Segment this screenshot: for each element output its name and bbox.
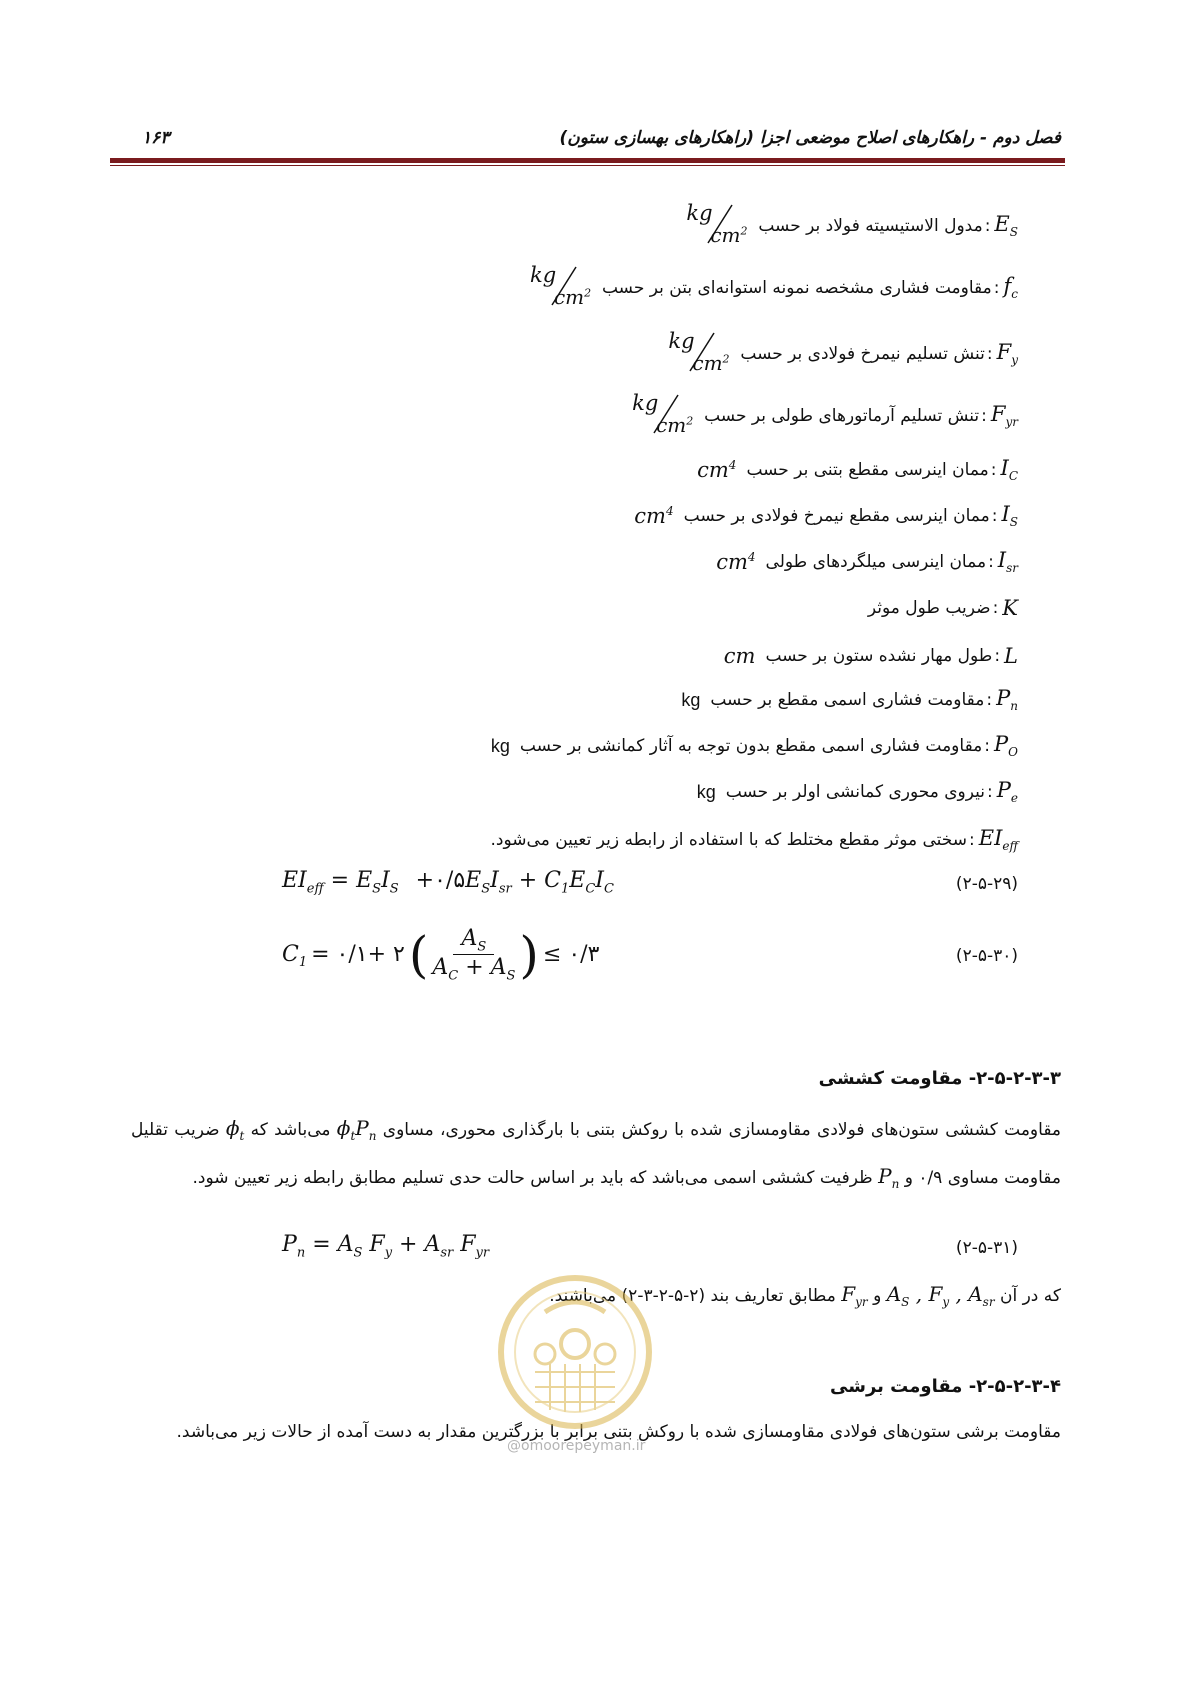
definition-colon: :: [988, 552, 994, 572]
shear-paragraph: مقاومت برشی ستون‌های فولادی مقاومسازی شده با روکش بتنی برابر با بزرگترین مقدار به دست آمده از حالات زیر می‌باشد.: [176, 1422, 1061, 1442]
equation-30-number: (۲-۵-۳۰): [955, 946, 1018, 966]
definition-colon: :: [994, 646, 1001, 666]
definition-colon: :: [986, 344, 993, 364]
paren-right: ): [519, 925, 539, 984]
equation-29: $EI_{eff} = E_SI_S$ $+۰/۵E_SI_{sr} + C_1E_CI_C$: [282, 868, 614, 897]
definition-symbol: L: [1004, 644, 1018, 668]
definition-text: ضریب طول موثر: [867, 598, 991, 618]
definition-text: ممان اینرسی میلگردهای طولی: [765, 552, 987, 572]
definition-text: مقاومت فشاری اسمی مقطع بر حسب: [710, 690, 985, 710]
definition-colon: :: [993, 278, 1000, 298]
definition-text: مقاومت فشاری اسمی مقطع بدون توجه به آثار کمانشی بر حسب: [519, 736, 983, 756]
definition-row: [716, 542, 1018, 582]
definition-text: تنش تسلیم آرماتورهای طولی بر حسب: [704, 406, 980, 426]
definition-row: [686, 200, 1018, 247]
definition-unit: [491, 736, 510, 757]
page-number: ۱۶۳: [142, 128, 170, 148]
definition-symbol: $I_S$: [1001, 502, 1018, 530]
definition-unit: [668, 329, 730, 380]
header-rule-thin: [110, 165, 1065, 166]
definition-symbol: $I_C$: [1000, 456, 1018, 484]
definition-symbol: $F_y$: [996, 340, 1018, 368]
equation-30: C $_1$ = ۰/۱+ ۲ ( $A_S$ $A_C + A_S$ ) ≤ ۰/۳: [282, 925, 600, 984]
definition-colon: :: [990, 460, 997, 480]
definition-symbol: $f_c$: [1003, 274, 1018, 302]
definition-row: [697, 450, 1018, 490]
definition-colon: :: [987, 782, 993, 802]
definition-colon: :: [984, 216, 991, 236]
definition-symbol: $EI_{eff}$: [978, 826, 1018, 854]
definition-symbol: $P_e$: [996, 778, 1018, 806]
paren-left: (: [408, 925, 429, 984]
definition-colon: :: [984, 736, 991, 756]
definition-text: طول مهار نشده ستون بر حسب: [765, 646, 993, 666]
equation-31: $P_n = A_S$ $F_y + A_{sr}$ $F_{yr}$: [282, 1232, 490, 1261]
definition-row: [868, 588, 1018, 628]
tensile-paragraph: مقاومت کششی ستون‌های فولادی مقاومسازی شده با روکش بتنی با بارگذاری محوری، مساوی $\phi_tP_n$ می‌باشد که $\phi_t$ ضریب تقلیل مقاومت مساوی ۰/۹ و $P_n$ ظرفیت کششی اسمی می‌باشد که باید بر اساس حالت حدی تسلیم مطابق رابطه زیر تعیین شود.: [131, 1116, 1062, 1191]
definition-unit: [716, 550, 755, 574]
definition-text: سختی موثر مقطع مختلط که با استفاده از رابطه زیر تعیین می‌شود.: [490, 830, 968, 850]
unit-kg: kg: [696, 781, 716, 802]
definition-row: [632, 390, 1018, 437]
definition-row: [681, 680, 1018, 720]
definition-unit: [681, 690, 700, 711]
definition-unit: [632, 391, 694, 442]
definition-colon: :: [992, 598, 999, 618]
definition-unit: [686, 201, 748, 252]
definition-row: [634, 496, 1018, 536]
equation-29-number: (۲-۵-۲۹): [955, 874, 1018, 894]
definition-unit: [530, 263, 592, 314]
definition-colon: :: [981, 406, 987, 426]
definition-row: [697, 772, 1018, 812]
unit-cm4: $cm^4$: [716, 550, 756, 574]
unit-cm4: $cm^4$: [697, 458, 737, 482]
definition-symbol: $I_{sr}$: [997, 548, 1018, 576]
unit-kg-per-cm2: kg $cm^2$: [529, 262, 592, 309]
definition-text: ممان اینرسی مقطع بتنی بر حسب: [746, 460, 989, 480]
tensile-after-text: که در آن $A_S$ , $F_y$ , $A_{sr}$ و $F_{yr}$ مطابق تعاریف بند (۲-۵-۲-۳-۲) می‌باشند.: [549, 1282, 1061, 1309]
watermark-text: @omoorepeyman.ir: [507, 1438, 646, 1454]
definition-row: [529, 262, 1018, 309]
equation-31-number: (۲-۵-۳۱): [955, 1238, 1018, 1258]
definition-text: نیروی محوری کمانشی اولر بر حسب: [725, 782, 986, 802]
unit-kg: kg: [490, 735, 510, 756]
definition-symbol: $P_n$: [996, 686, 1018, 714]
header-rule: [110, 158, 1065, 163]
unit-cm: cm: [723, 644, 756, 668]
definition-row: [724, 636, 1018, 676]
definition-unit: [697, 782, 716, 803]
unit-kg: kg: [681, 689, 701, 710]
definition-text: مقاومت فشاری مشخصه نمونه استوانه‌ای بتن بر حسب: [601, 278, 992, 298]
definition-unit: [724, 644, 756, 668]
unit-cm4: $cm^4$: [634, 504, 674, 528]
header-title: فصل دوم - راهکارهای اصلاح موضعی اجزا (راهکارهای بهسازی ستون): [559, 128, 1061, 148]
unit-kg-per-cm2: kg $cm^2$: [668, 328, 730, 375]
definition-text: مدول الاستیسیته فولاد بر حسب: [758, 216, 983, 236]
definition-unit: [634, 504, 673, 528]
definition-symbol: K: [1002, 596, 1018, 620]
definition-text: تنش تسلیم نیمرخ فولادی بر حسب: [740, 344, 985, 364]
unit-kg-per-cm2: kg $cm^2$: [686, 200, 748, 247]
section-heading-shear: ۲-۵-۲-۳-۴- مقاومت برشی: [830, 1376, 1061, 1397]
definition-colon: :: [986, 690, 993, 710]
definition-text: ممان اینرسی مقطع نیمرخ فولادی بر حسب: [683, 506, 990, 526]
definition-colon: :: [969, 830, 975, 850]
section-heading-tensile: ۲-۵-۲-۳-۳- مقاومت کششی: [818, 1068, 1061, 1089]
definition-row: [491, 726, 1018, 766]
unit-kg-per-cm2: kg $cm^2$: [632, 390, 694, 437]
fraction: $A_S$ $A_C + A_S$: [432, 926, 516, 984]
definition-symbol: $P_O$: [994, 732, 1018, 760]
definition-colon: :: [991, 506, 998, 526]
definition-symbol: $E_S$: [994, 212, 1018, 240]
definition-row: [491, 820, 1018, 860]
definition-unit: [697, 458, 736, 482]
watermark-seal-icon: [495, 1272, 655, 1432]
definition-row: [668, 328, 1018, 375]
definition-symbol: $F_{yr}$: [990, 402, 1018, 430]
